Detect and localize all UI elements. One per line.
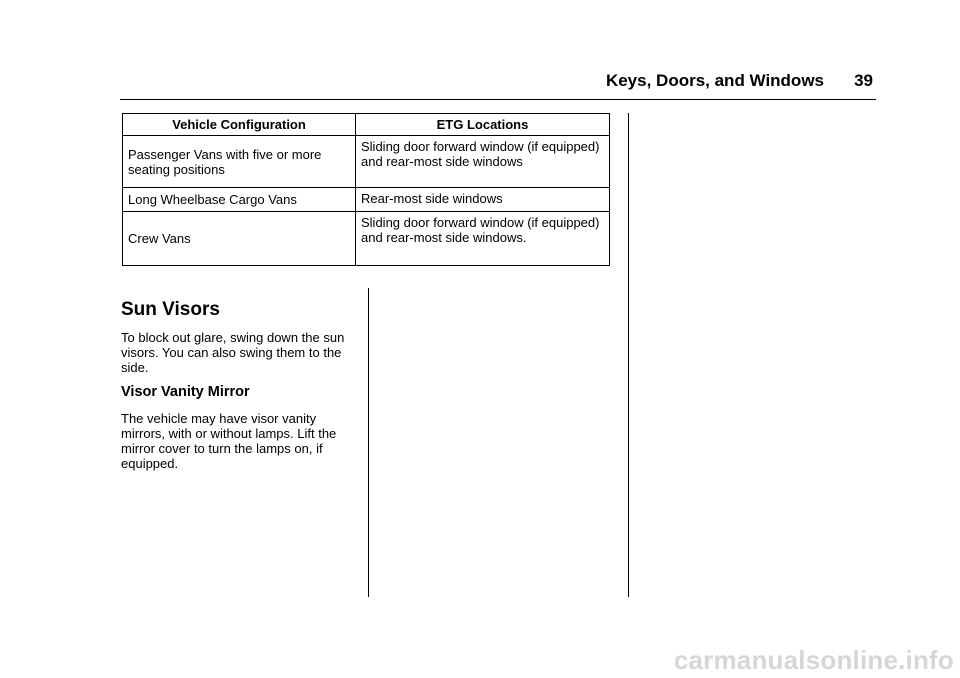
etg-locations-table [122, 113, 610, 266]
sun-visors-paragraph: To block out glare, swing down the sun visors. You can also swing them to the side. [121, 330, 345, 375]
column-divider-middle [368, 288, 369, 597]
table-row [123, 188, 610, 212]
page-number: 39 [854, 71, 873, 90]
table-cell-etg-location: Rear-most side windows [356, 188, 610, 212]
visor-vanity-mirror-heading: Visor Vanity Mirror [121, 384, 250, 400]
table-cell-configuration: Crew Vans [123, 212, 356, 266]
column-divider-right [628, 113, 629, 597]
table-cell-configuration: Passenger Vans with five or more seating positions [123, 136, 356, 188]
table-cell-etg-location: Sliding door forward window (if equipped) and rear-most side windows [356, 136, 610, 188]
table-cell-etg-location: Sliding door forward window (if equipped) and rear-most side windows. [356, 212, 610, 266]
watermark-text: carmanualsonline.info [673, 645, 954, 675]
column-header-etg-locations: ETG Locations [356, 114, 610, 136]
table-row [123, 136, 610, 188]
table-row [123, 212, 610, 266]
sun-visors-heading: Sun Visors [121, 299, 220, 320]
table-cell-configuration: Long Wheelbase Cargo Vans [123, 188, 356, 212]
visor-vanity-mirror-paragraph: The vehicle may have visor vanity mirrors, with or without lamps. Lift the mirror cover to turn the lamps on, if equipped. [121, 411, 337, 471]
table-header-row [123, 114, 610, 136]
column-header-vehicle-configuration: Vehicle Configuration [123, 114, 356, 136]
page-header [120, 68, 876, 100]
chapter-title: Keys, Doors, and Windows [605, 71, 824, 90]
